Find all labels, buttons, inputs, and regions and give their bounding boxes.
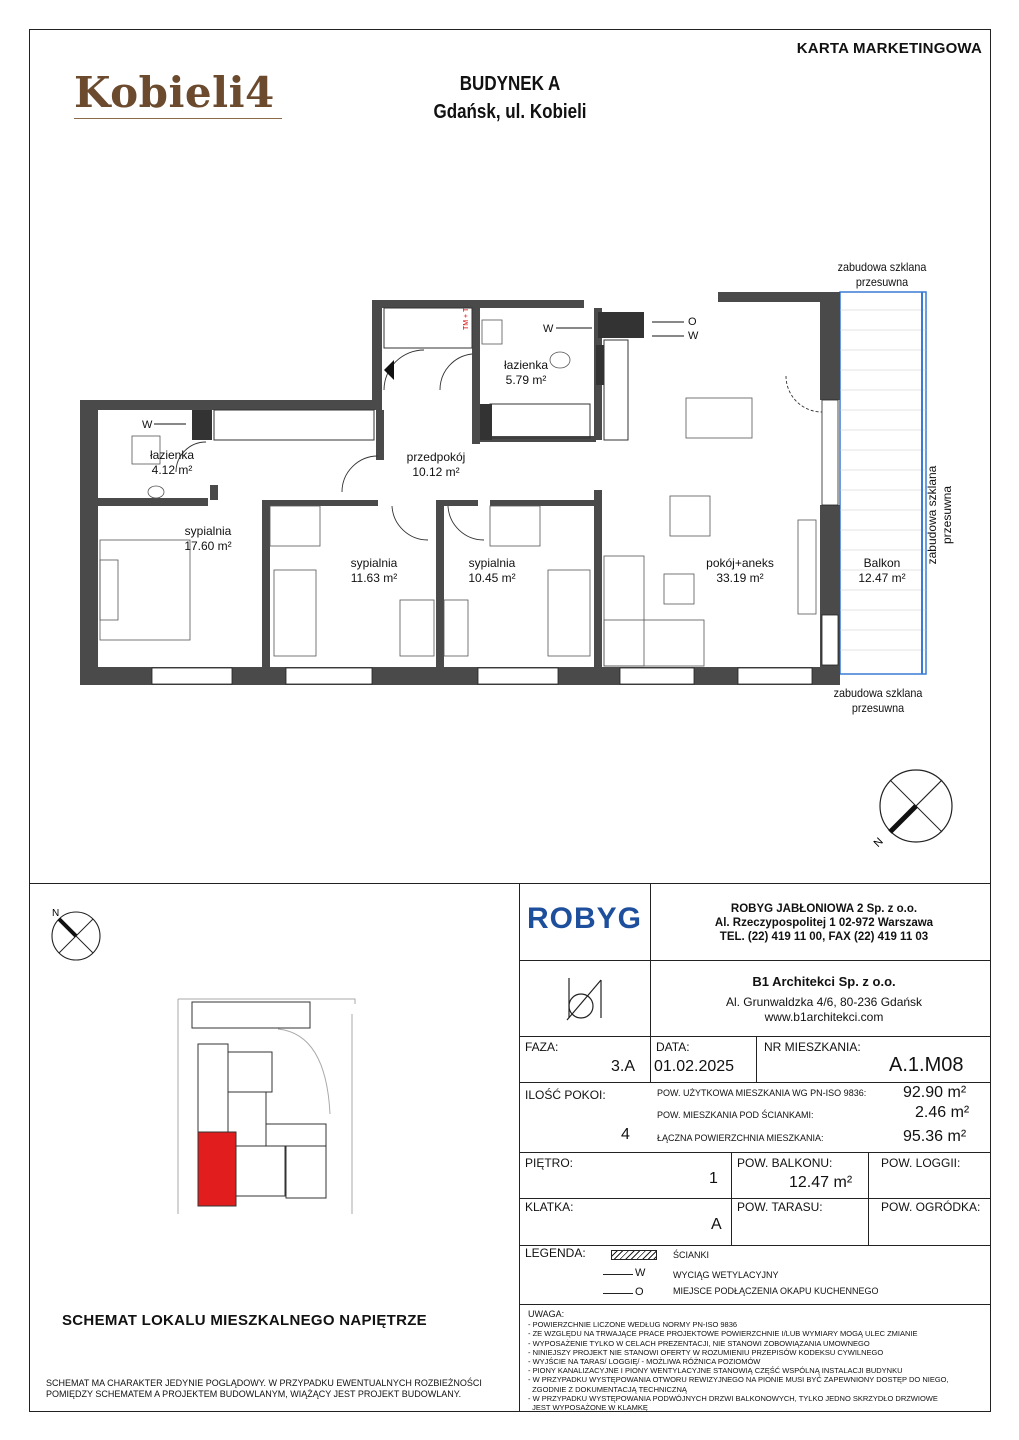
klatka-label: KLATKA: [525,1200,574,1214]
schema-disclaimer: SCHEMAT MA CHARAKTER JEDYNIE POGLĄDOWY. W PRZYPADKU EWENTUALNYCH ROZBIEŻNOŚCI POMIĘDZY SCHEMATEM A PROJEKTEM BUDOWLANYM, WIĄŻĄCY JEST PROJEKT BUDOWLANY. [46,1378,482,1399]
note-line: - PIONY KANALIZACYJNE I PIONY WENTYLACYJNE STANOWIĄ CZĘŚĆ WSPÓLNĄ INSTALACJI BUDYNKU [528,1366,903,1376]
architect-web: www.b1architekci.com [764,1010,884,1024]
glass-label-bottom: zabudowa szklana przesuwna [833,686,923,715]
note-line: - WYPOSAŻENIE TYLKO W CELACH PREZENTACJI, NIE STANOWI ZOBOWIĄZANIA UMOWNEGO [528,1338,870,1348]
pow-uzytkowa-label: POW. UŻYTKOWA MIESZKANIA WG PN-ISO 9836: [657,1088,867,1098]
vent-w-kitchen: W [688,330,699,342]
data-label: DATA: [656,1040,690,1054]
svg-text:N: N [52,908,60,919]
robyg-logo: ROBYG [527,902,643,935]
legend-wall-swatch [611,1250,657,1260]
room-bedroom-1: sypialnia 17.60 m² [184,524,232,553]
legend-w-symbol: W [635,1267,646,1279]
legend-arrow-w [603,1274,633,1275]
notes-label: UWAGA: [528,1309,565,1319]
pow-pod-label: POW. MIESZKANIA POD ŚCIANKAMI: [657,1110,814,1120]
glass-label-side: zabudowa szklana przesuwna [925,465,954,565]
note-line: JEST WYPOSAŻONE W KLAMKĘ [528,1403,648,1413]
faza-value: 3.A [611,1058,636,1075]
pow-pod-value: 2.46 m² [915,1104,970,1121]
svg-text:N: N [871,835,886,850]
legend-hood: MIEJSCE PODŁĄCZENIA OKAPU KUCHENNEGO [673,1286,879,1296]
windows [152,400,838,684]
room-bedroom-2: sypialnia 11.63 m² [350,556,398,585]
kobieli-logo: Kobieli4 [74,68,275,117]
legend-o-symbol: O [635,1286,644,1298]
notes-block [528,1310,988,1412]
legend-arrow-o [603,1293,633,1294]
note-line: - WYJŚCIE NA TARAS/ LOGGIĘ/ - MOŻLIWA RÓŻNICA POZIOMÓW [528,1357,761,1367]
balkon-value: 12.47 m² [789,1174,853,1191]
loggia-label: POW. LOGGII: [881,1156,961,1170]
legend-vent: WYCIĄG WETYLACYJNY [673,1270,779,1280]
pow-laczna-value: 95.36 m² [903,1128,967,1145]
b1-architect-logo [561,976,609,1022]
apartment-highlight [198,1132,236,1206]
architect-name: B1 Architekci Sp. z o.o. [752,974,896,989]
compass-small [52,908,100,960]
entrance-arrow [384,360,394,380]
pietro-value: 1 [709,1170,718,1187]
balcony-floor [840,292,926,674]
note-line: - W PRZYPADKU WYSTĘPOWANIA PODWÓJNYCH DRZWI BALKONOWYCH, TYLKO JEDNO SKRZYDŁO DRZWIOWE [528,1393,938,1403]
note-line: ZGODNIE Z DOKUMENTACJĄ TECHNICZNĄ [528,1384,687,1394]
note-line: - NINIEJSZY PROJEKT NIE STANOWI OFERTY W ROZUMIENIU PRZEPISÓW KODEKSU CYWILNEGO [528,1347,884,1357]
glass-label-top: zabudowa szklana przesuwna [837,260,927,289]
ogrodek-label: POW. OGRÓDKA: [881,1200,981,1214]
klatka-value: A [711,1216,722,1233]
balkon-label: POW. BALKONU: [737,1156,833,1170]
legend-walls: ŚCIANKI [673,1250,710,1260]
developer-info [659,902,989,944]
room-bathroom-large: łazienka 5.79 m² [503,358,549,387]
schema-title: SCHEMAT LOKALU MIESZKALNEGO NAPIĘTRZE [62,1312,427,1329]
pietro-label: PIĘTRO: [525,1156,574,1170]
developer-name: ROBYG JABŁONIOWA 2 Sp. z o.o. [730,903,918,915]
room-bedroom-3: sypialnia 10.45 m² [468,556,516,585]
architect-info [659,974,989,1025]
vent-w-bathroom-small: W [142,419,153,431]
nr-value: A.1.M08 [889,1054,964,1076]
compass-main [872,770,952,850]
taras-label: POW. TARASU: [737,1200,823,1214]
faza-label: FAZA: [525,1040,559,1054]
pow-uzytkowa-value: 92.90 m² [903,1084,967,1101]
note-line: - ZE WZGLĘDU NA TRWAJĄCE PRACE PROJEKTOWE POWIERZCHNIE I/LUB WYMIARY MOGĄ ULEC ZMIANIE [528,1329,918,1339]
developer-phone: TEL. (22) 419 11 00, FAX (22) 419 11 03 [719,931,929,943]
pow-laczna-label: ŁĄCZNA POWIERZCHNIA MIESZKANIA: [657,1133,824,1143]
vent-w-bathroom: W [543,323,554,335]
vent-o-kitchen: O [688,316,697,328]
data-value: 01.02.2025 [654,1058,735,1075]
room-living-kitchen: pokój+aneks 33.19 m² [706,556,774,585]
note-line: - W PRZYPADKU WYSTĘPOWANIA OTWORU REWIZYJNEGO NA PIONIE MUSI BYĆ ZAPEWNIONY DOSTĘP DO NIEGO, [528,1375,949,1385]
building-address: Gdańsk, ul. Kobieli [433,101,587,123]
walls [80,292,840,685]
furniture [100,320,816,666]
nr-label: NR MIESZKANIA: [764,1040,861,1054]
pokoje-label: ILOŚĆ POKOI: [525,1088,606,1102]
tm-mark: TM + T [463,307,470,330]
room-bathroom-small: łazienka 4.12 m² [149,448,195,477]
architect-address: Al. Grunwaldzka 4/6, 80-236 Gdańsk [725,995,923,1009]
developer-address: Al. Rzeczypospolitej 1 02-972 Warszawa [714,917,934,929]
legend-label: LEGENDA: [525,1246,586,1260]
site-schema [30,884,519,1412]
pokoje-value: 4 [621,1126,630,1143]
note-line: - POWIERZCHNIE LICZONE WEDŁUG NORMY PN-ISO 9836 [528,1320,738,1330]
card-title: KARTA MARKETINGOWA [796,40,982,57]
building-name: BUDYNEK A [459,73,561,95]
room-balcony: Balkon 12.47 m² [858,556,906,585]
room-hallway: przedpokój 10.12 m² [406,450,466,479]
